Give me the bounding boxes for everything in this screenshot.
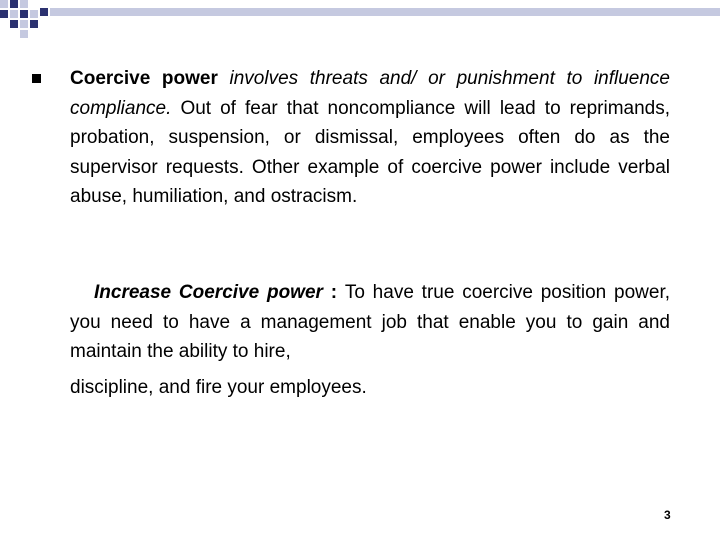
- paragraph-increase-coercive-power: [70, 278, 670, 402]
- definition-italic: involves threats and/ or punishment to influence compliance.: [70, 68, 671, 119]
- heading-colon: :: [322, 282, 345, 303]
- term-coercive-power: Coercive power: [70, 68, 218, 89]
- paragraph-coercive-power: [70, 64, 670, 212]
- increase-last-line: discipline, and fire your employees.: [70, 376, 367, 398]
- page-number: 3: [664, 508, 671, 522]
- bullet-marker: [32, 74, 41, 83]
- definition-rest: Out of fear that noncompliance will lead to reprimands, probation, suspension, or dismissal, employees often do as the supervisor requests. Other example of coercive power include verbal abuse, humiliation, and ostracism.: [70, 97, 670, 207]
- heading-increase-coercive-power: Increase Coercive power: [94, 282, 323, 303]
- increase-body: To have true coercive position power, you need to have a management job that enable you to gain and maintain the ability to hire,: [70, 282, 670, 362]
- header-decoration: [0, 0, 720, 40]
